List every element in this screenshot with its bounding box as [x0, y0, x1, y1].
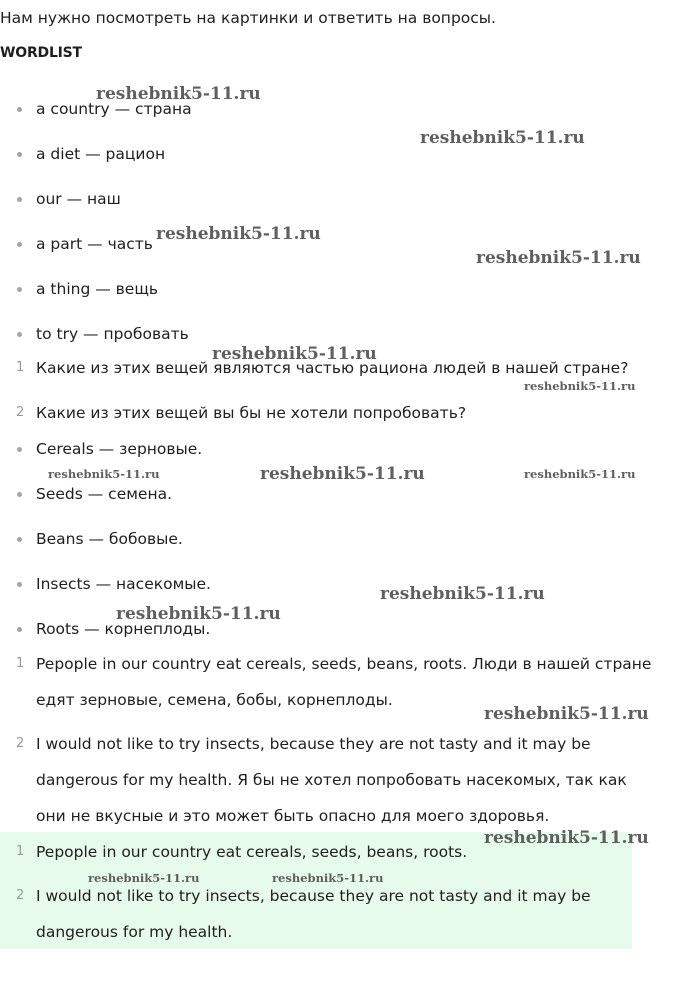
watermark: reshebnik5-11.ru — [156, 224, 321, 244]
list-number: 1 — [16, 656, 25, 671]
short-answer-item: I would not like to try insects, because they are not tasty and it may be dangerous for my health. — [36, 887, 591, 941]
wordlist-item: to try — пробовать — [36, 325, 189, 343]
wordlist-item: a diet — рацион — [36, 145, 166, 163]
bullet-icon — [17, 197, 22, 202]
bullet-icon — [17, 537, 22, 542]
bullet-icon — [17, 627, 22, 632]
watermark: reshebnik5-11.ru — [524, 379, 636, 393]
watermark: reshebnik5-11.ru — [484, 704, 649, 724]
answer-item: I would not like to try insects, because they are not tasty and it may be dangerous for my health. Я бы не хотел попробовать насекомых, так как они не вкусные и это может быть опасно для моего здоровья. — [36, 735, 627, 825]
short-answer-item: Pepople in our country eat cereals, seeds, beans, roots. — [36, 843, 468, 861]
watermark: reshebnik5-11.ru — [272, 871, 384, 885]
watermark: reshebnik5-11.ru — [420, 128, 585, 148]
question-item: Какие из этих вещей являются частью рациона людей в нашей стране? — [36, 359, 629, 377]
list-number: 2 — [16, 736, 25, 751]
bullet-icon — [17, 152, 22, 157]
vocab-item: Cereals — зерновые. — [36, 440, 203, 458]
bullet-icon — [17, 447, 22, 452]
watermark: reshebnik5-11.ru — [380, 584, 545, 604]
wordlist-item: a country — страна — [36, 100, 192, 118]
watermark: reshebnik5-11.ru — [260, 464, 425, 484]
watermark: reshebnik5-11.ru — [476, 248, 641, 268]
list-number: 2 — [16, 405, 25, 420]
watermark: reshebnik5-11.ru — [116, 604, 281, 624]
watermark: reshebnik5-11.ru — [524, 467, 636, 481]
question-item: Какие из этих вещей вы бы не хотели попробовать? — [36, 404, 467, 422]
watermark: reshebnik5-11.ru — [484, 828, 649, 848]
bullet-icon — [17, 242, 22, 247]
list-number: 1 — [16, 360, 25, 375]
watermark: reshebnik5-11.ru — [88, 871, 200, 885]
bullet-icon — [17, 332, 22, 337]
vocab-item: Roots — корнеплоды. — [36, 620, 211, 638]
answer-item: Pepople in our country eat cereals, seeds, beans, roots. Люди в нашей стране едят зерновые, семена, бобы, корнеплоды. — [36, 655, 652, 709]
list-number: 1 — [16, 844, 25, 859]
bullet-icon — [17, 492, 22, 497]
watermark: reshebnik5-11.ru — [48, 467, 160, 481]
wordlist-item: a part — часть — [36, 235, 153, 253]
wordlist-item: a thing — вещь — [36, 280, 159, 298]
watermark: reshebnik5-11.ru — [212, 344, 377, 364]
bullet-icon — [17, 582, 22, 587]
vocab-item: Beans — бобовые. — [36, 530, 183, 548]
wordlist-heading: WORDLIST — [0, 45, 82, 61]
watermark: reshebnik5-11.ru — [96, 84, 261, 104]
vocab-item: Insects — насекомые. — [36, 575, 211, 593]
bullet-icon — [17, 287, 22, 292]
list-number: 2 — [16, 888, 25, 903]
intro-text: Нам нужно посмотреть на картинки и ответить на вопросы. — [0, 9, 496, 27]
vocab-item: Seeds — семена. — [36, 485, 173, 503]
bullet-icon — [17, 107, 22, 112]
wordlist-item: our — наш — [36, 190, 121, 208]
